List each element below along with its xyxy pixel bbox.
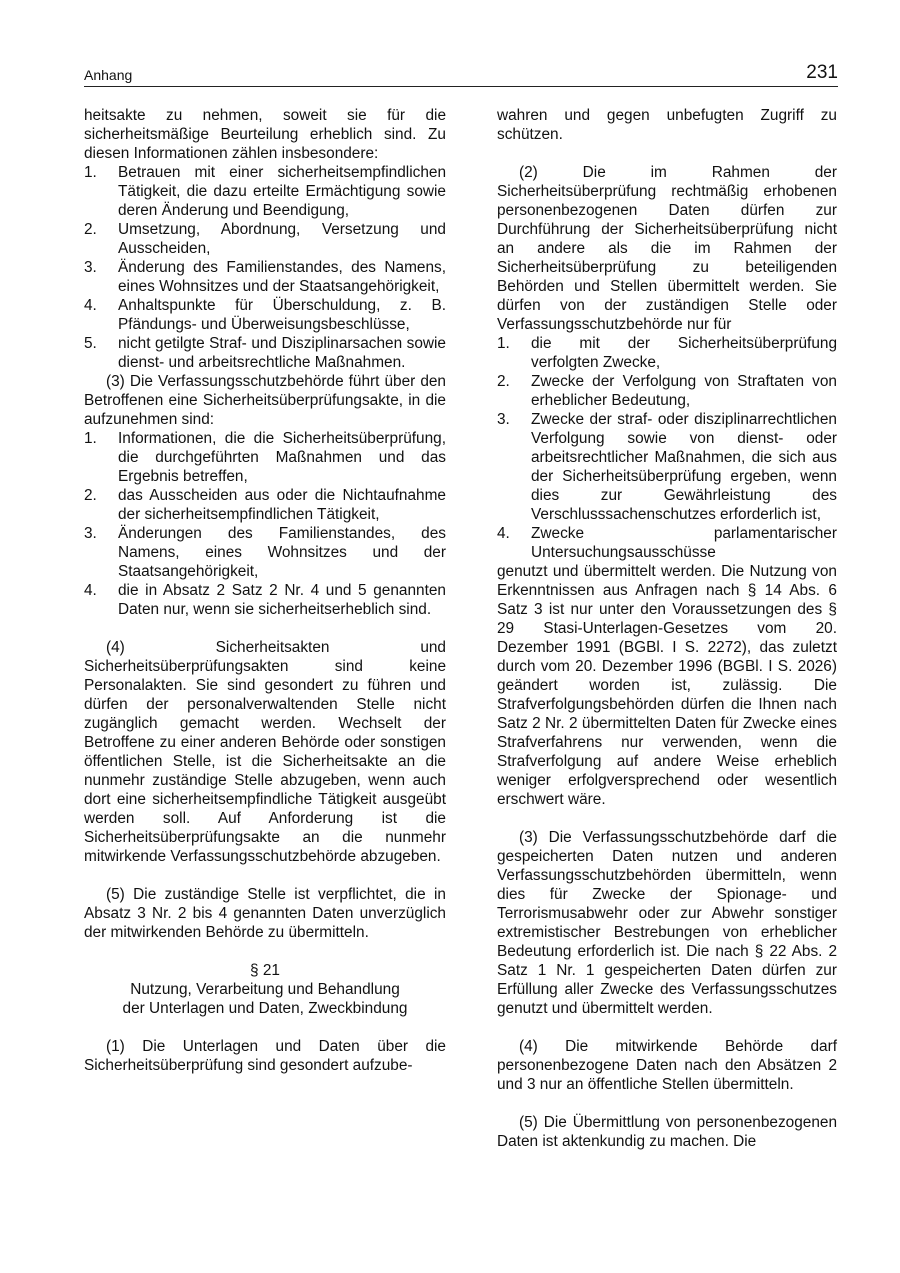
purpose-list	[497, 334, 837, 562]
page-number: 231	[806, 62, 838, 83]
list-b	[84, 429, 446, 619]
list-item: 1. Betrauen mit einer sicherheitsempfindlichen Tätigkeit, die dazu erteilte Ermächtigung sowie deren Änderung und Beendigung,	[84, 164, 446, 219]
intro-paragraph: heitsakte zu nehmen, soweit sie für die sicherheitsmäßige Beurteilung erheblich sind. Zu diesen Informationen zählen insbesondere:	[84, 107, 446, 162]
paragraph-2-continuation: genutzt und übermittelt werden. Die Nutzung von Erkenntnissen aus Anfragen nach § 14 Abs. 6 Satz 3 ist nur unter den Voraussetzungen des § 29 Stasi-Unterlagen-Gesetzes vom 20. Dezember 1991 (BGBl. I S. 2272), das zuletzt durch vom 20. Dezember 1996 (BGBl. I S. 2026) geändert worden ist, zulässig. Die Strafverfolgungsbehörden dürfen die Ihnen nach Satz 2 Nr. 2 übermittelten Daten für Zwecke eines Strafverfahrens nur verwenden, wenn die Strafverfolgung auf andere Weise erheblich weniger erfolgversprechend oder wesentlich erschwert wäre.	[497, 563, 837, 808]
list-item: 2. Umsetzung, Abordnung, Versetzung und Ausscheiden,	[84, 221, 446, 257]
paragraph-3: (3) Die Verfassungsschutzbehörde darf die gespeicherten Daten nutzen und anderen Verfassungsschutzbehörden übermitteln, wenn dies für Zwecke der Spionage- und Terrorismusabwehr oder zur Abwehr sonstiger extremistischer Bestrebungen von erheblicher Bedeutung erforderlich ist. Die nach § 22 Abs. 2 Satz 1 Nr. 1 gespeicherten Daten dürfen zur Erfüllung aller Zwecke des Verfassungsschutzes genutzt und übermittelt werden.	[497, 829, 837, 1017]
section-21-paragraph-1: (1) Die Unterlagen und Daten über die Sicherheitsüberprüfung sind gesondert aufzube-	[84, 1038, 446, 1074]
paragraph-5: (5) Die Übermittlung von personenbezogenen Daten ist aktenkundig zu machen. Die	[497, 1114, 837, 1150]
list-item: 3. Änderung des Familienstandes, des Namens, eines Wohnsitzes und der Staatsangehörigkeit,	[84, 259, 446, 295]
list-item: 2. das Ausscheiden aus oder die Nichtaufnahme der sicherheitsempfindlichen Tätigkeit,	[84, 487, 446, 523]
list-item: 2. Zwecke der Verfolgung von Straftaten von erheblicher Bedeutung,	[497, 373, 837, 409]
list-item: 1. die mit der Sicherheitsüberprüfung verfolgten Zwecke,	[497, 335, 837, 371]
paragraph-4: (4) Sicherheitsakten und Sicherheitsüberprüfungsakten sind keine Personalakten. Sie sind gesondert zu führen und dürfen der personalverwaltenden Stelle nicht zugänglich gemacht werden. Wechselt der Betroffene zu einer anderen Behörde oder sonstigen öffentlichen Stelle, ist die Sicherheitsakte an die nunmehr zuständige Stelle abzugeben, wenn auch dort eine sicherheitsempfindliche Tätigkeit ausgeübt werden soll. Auf Anforderung ist die Sicherheitsüberprüfungsakte an die nunmehr mitwirkende Verfassungsschutzbehörde abzugeben.	[84, 639, 446, 865]
left-column	[84, 106, 446, 1075]
continuation-paragraph: wahren und gegen unbefugten Zugriff zu schützen.	[497, 107, 837, 143]
section-title-line-2: der Unterlagen und Daten, Zweckbindung	[122, 1000, 408, 1017]
header-section-title: Anhang	[84, 67, 133, 83]
paragraph-2: (2) Die im Rahmen der Sicherheitsüberprüfung rechtmäßig erhobenen personenbezogenen Daten dürfen zur Durchführung der Sicherheitsüberprüfung nicht an andere als die im Rahmen der Sicherheitsüberprüfung zu beteiligenden Behörden und Stellen übermittelt werden. Sie dürfen von der zuständigen Stelle oder Verfassungsschutzbehörde nur für	[497, 164, 837, 333]
paragraph-3: (3) Die Verfassungsschutzbehörde führt über den Betroffenen eine Sicherheitsüberprüfungsakte, in die aufzunehmen sind:	[84, 373, 446, 428]
list-item: 4. die in Absatz 2 Satz 2 Nr. 4 und 5 genannten Daten nur, wenn sie sicherheitserheblich sind.	[84, 582, 446, 618]
list-item: 4. Anhaltspunkte für Überschuldung, z. B. Pfändungs- und Überweisungsbeschlüsse,	[84, 297, 446, 333]
paragraph-4: (4) Die mitwirkende Behörde darf personenbezogene Daten nach den Absätzen 2 und 3 nur an öffentliche Stellen übermitteln.	[497, 1038, 837, 1093]
section-number: § 21	[250, 962, 280, 979]
list-item: 3. Änderungen des Familienstandes, des Namens, eines Wohnsitzes und der Staatsangehörigkeit,	[84, 525, 446, 580]
list-item: 5. nicht getilgte Straf- und Disziplinarsachen sowie dienst- und arbeitsrechtliche Maßnahmen.	[84, 335, 446, 371]
list-a	[84, 163, 446, 372]
page-header	[84, 60, 838, 87]
section-title-line-1: Nutzung, Verarbeitung und Behandlung	[130, 981, 400, 998]
list-item: 1. Informationen, die die Sicherheitsüberprüfung, die durchgeführten Maßnahmen und das Ergebnis betreffen,	[84, 430, 446, 485]
paragraph-5: (5) Die zuständige Stelle ist verpflichtet, die in Absatz 3 Nr. 2 bis 4 genannten Daten unverzüglich der mitwirkenden Behörde zu übermitteln.	[84, 886, 446, 941]
list-item: 4. Zwecke parlamentarischer Untersuchungsausschüsse	[497, 525, 837, 561]
list-item: 3. Zwecke der straf- oder disziplinarrechtlichen Verfolgung sowie von dienst- oder arbeitsrechtlicher Maßnahmen, die sich aus der Sicherheitsüberprüfung ergeben, wenn dies zur Gewährleistung des Verschlusssachenschutzes erforderlich ist,	[497, 411, 837, 523]
right-column	[497, 106, 837, 1151]
